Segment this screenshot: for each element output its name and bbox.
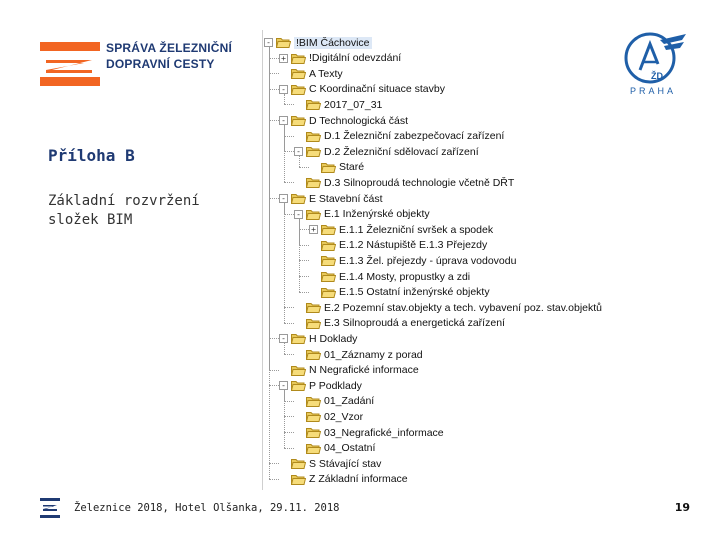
tree-connector	[284, 432, 294, 433]
tree-item-label: D Technologická část	[309, 114, 409, 127]
folder-icon	[291, 380, 306, 391]
collapse-icon[interactable]: -	[279, 381, 288, 390]
tree-connector	[269, 120, 279, 121]
tree-spacer	[279, 459, 288, 468]
tree-item[interactable]	[279, 456, 381, 471]
tree-item[interactable]	[294, 425, 444, 440]
collapse-icon[interactable]: -	[279, 116, 288, 125]
tree-spacer	[279, 475, 288, 484]
expand-icon[interactable]: +	[309, 225, 318, 234]
tree-connector	[284, 448, 294, 449]
tree-connector	[284, 307, 294, 308]
tree-item-label: 01_Zadání	[324, 395, 375, 408]
tree-item[interactable]	[279, 363, 419, 378]
tree-item[interactable]	[279, 331, 357, 346]
tree-item-label: 2017_07_31	[324, 98, 383, 111]
folder-icon	[276, 37, 291, 48]
folder-icon	[306, 411, 321, 422]
tree-connector	[284, 94, 285, 105]
folder-icon	[306, 302, 321, 313]
collapse-icon[interactable]: -	[294, 210, 303, 219]
svg-text:ŽD: ŽD	[651, 71, 663, 81]
folder-icon	[291, 115, 306, 126]
folder-icon	[291, 333, 306, 344]
folder-icon	[306, 99, 321, 110]
logo-line-2: DOPRAVNÍ CESTY	[106, 57, 215, 71]
tree-spacer	[294, 303, 303, 312]
tree-item-label: D.2 Železniční sdělovací zařízení	[324, 145, 479, 158]
tree-item-label: E.1.2 Nástupiště E.1.3 Přejezdy	[339, 239, 488, 252]
folder-icon	[291, 458, 306, 469]
tree-item[interactable]	[279, 191, 383, 206]
szdc-logo-mark-icon	[40, 40, 100, 88]
folder-icon	[321, 255, 336, 266]
tree-item[interactable]	[294, 97, 382, 112]
tree-connector	[299, 292, 309, 293]
folder-icon	[306, 318, 321, 329]
tree-item-label: E.1.4 Mosty, propustky a zdi	[339, 270, 471, 283]
folder-icon	[306, 396, 321, 407]
folder-icon	[306, 146, 321, 157]
footer-logo-icon	[40, 498, 60, 518]
tree-spacer	[294, 350, 303, 359]
tree-item[interactable]	[294, 207, 430, 222]
tree-item[interactable]	[279, 113, 408, 128]
tree-connector	[299, 229, 309, 230]
footer-text: Železnice 2018, Hotel Olšanka, 29.11. 2018	[74, 502, 340, 514]
tree-item-label: 04_Ostatní	[324, 442, 376, 455]
tree-item-label: E.3 Silnoproudá a energetická zařízení	[324, 317, 505, 330]
tree-item-label: E.1 Inženýrské objekty	[324, 208, 430, 221]
tree-item[interactable]	[309, 222, 493, 237]
folder-icon	[306, 427, 321, 438]
folder-icon	[321, 162, 336, 173]
tree-item[interactable]	[294, 144, 479, 159]
tree-connector	[284, 323, 294, 324]
tree-item-label: P Podklady	[309, 379, 362, 392]
folder-icon	[291, 68, 306, 79]
tree-connector	[299, 156, 300, 167]
folder-icon	[321, 271, 336, 282]
tree-spacer	[309, 256, 318, 265]
tree-item[interactable]	[294, 409, 363, 424]
tree-item-label: Staré	[339, 161, 365, 174]
tree-item-label: A Texty	[309, 67, 343, 80]
tree-spacer	[294, 100, 303, 109]
tree-item[interactable]	[309, 238, 487, 253]
tree-item-label: H Doklady	[309, 332, 358, 345]
tree-connector	[284, 125, 285, 182]
tree-item-label: E.2 Pozemní stav.objekty a tech. vybavení poz. stav.objektů	[324, 301, 603, 314]
collapse-icon[interactable]: -	[279, 334, 288, 343]
footer	[40, 494, 690, 522]
tree-spacer	[309, 241, 318, 250]
tree-item-label: D.1 Železniční zabezpečovací zařízení	[324, 130, 505, 143]
tree-item-label: E.1.1 Železniční svršek a spodek	[339, 223, 494, 236]
tree-item-label: Z Základní informace	[309, 473, 408, 486]
tree-item-label: E.1.3 Žel. přejezdy - úprava vodovodu	[339, 254, 517, 267]
folder-icon	[291, 365, 306, 376]
folder-icon	[306, 349, 321, 360]
tree-item[interactable]	[279, 82, 445, 97]
tree-connector	[299, 167, 309, 168]
tree-item-label: !BIM Čáchovice	[296, 36, 370, 49]
tree-connector	[299, 219, 300, 292]
tree-spacer	[279, 69, 288, 78]
folder-icon	[321, 287, 336, 298]
tree-connector	[269, 479, 279, 480]
tree-connector	[299, 276, 309, 277]
tree-item-label: !Digitální odevzdání	[309, 52, 402, 65]
folder-tree	[262, 30, 612, 490]
tree-connector	[269, 47, 270, 479]
tree-connector	[299, 245, 309, 246]
tree-item-label: D.3 Silnoproudá technologie včetně DŘT	[324, 176, 515, 189]
folder-icon	[321, 240, 336, 251]
tree-connector	[284, 343, 285, 354]
tree-connector	[269, 370, 279, 371]
tree-item-label: E Stavební část	[309, 192, 383, 205]
tree-spacer	[294, 444, 303, 453]
tree-spacer	[294, 428, 303, 437]
tree-item[interactable]	[309, 269, 470, 284]
folder-icon	[291, 53, 306, 64]
tree-item[interactable]	[309, 285, 490, 300]
tree-spacer	[309, 288, 318, 297]
tree-connector	[284, 401, 294, 402]
tree-connector	[269, 89, 279, 90]
folder-icon	[291, 84, 306, 95]
tree-item[interactable]	[309, 253, 516, 268]
tree-spacer	[279, 366, 288, 375]
tree-connector	[284, 203, 285, 323]
azd-caption: PRAHA	[629, 86, 676, 96]
tree-connector	[269, 385, 279, 386]
tree-connector	[269, 58, 279, 59]
tree-connector	[284, 416, 294, 417]
tree-item[interactable]	[294, 441, 375, 456]
tree-connector	[284, 136, 294, 137]
tree-item-label: 03_Negrafické_informace	[324, 426, 444, 439]
szdc-logo-text	[106, 40, 232, 72]
tree-item[interactable]	[279, 472, 408, 487]
tree-connector	[284, 354, 294, 355]
logo-line-1: SPRÁVA ŽELEZNIČNÍ	[106, 41, 233, 55]
tree-item[interactable]	[294, 129, 504, 144]
tree-connector	[269, 338, 279, 339]
expand-icon[interactable]: +	[279, 54, 288, 63]
tree-item-label: C Koordinační situace stavby	[309, 83, 445, 96]
tree-item[interactable]	[294, 316, 505, 331]
collapse-icon[interactable]: -	[264, 38, 273, 47]
tree-item[interactable]	[309, 160, 364, 175]
tree-item[interactable]	[279, 66, 343, 81]
tree-item[interactable]	[264, 35, 372, 50]
tree-item[interactable]	[294, 175, 514, 190]
tree-spacer	[309, 163, 318, 172]
szdc-logo	[40, 40, 250, 88]
folder-icon	[291, 474, 306, 485]
tree-item[interactable]	[279, 378, 362, 393]
tree-item-label: 02_Vzor	[324, 410, 364, 423]
tree-connector	[284, 151, 294, 152]
slide-subtitle: Základní rozvržení složek BIM	[48, 193, 200, 228]
tree-item-label: S Stávající stav	[309, 457, 382, 470]
tree-connector	[269, 463, 279, 464]
tree-connector	[299, 260, 309, 261]
folder-icon	[291, 193, 306, 204]
slide-title: Příloha B	[48, 146, 135, 165]
tree-item-label: 01_Záznamy z porad	[324, 348, 423, 361]
tree-connector	[269, 198, 279, 199]
tree-connector	[284, 390, 285, 447]
collapse-icon[interactable]: -	[279, 85, 288, 94]
tree-item[interactable]	[294, 394, 374, 409]
tree-item-label: E.1.5 Ostatní inženýrské objekty	[339, 286, 490, 299]
tree-connector	[284, 182, 294, 183]
tree-spacer	[294, 412, 303, 421]
folder-icon	[306, 209, 321, 220]
tree-item[interactable]	[294, 347, 423, 362]
folder-icon	[321, 224, 336, 235]
tree-connector	[284, 214, 294, 215]
tree-spacer	[309, 272, 318, 281]
tree-item[interactable]	[294, 300, 602, 315]
tree-item[interactable]	[279, 51, 401, 66]
collapse-icon[interactable]: -	[279, 194, 288, 203]
page-number: 19	[674, 501, 690, 514]
tree-spacer	[294, 397, 303, 406]
tree-spacer	[294, 319, 303, 328]
folder-icon	[306, 131, 321, 142]
tree-spacer	[294, 178, 303, 187]
tree-connector	[269, 73, 279, 74]
folder-icon	[306, 443, 321, 454]
collapse-icon[interactable]: -	[294, 147, 303, 156]
tree-connector	[284, 104, 294, 105]
tree-item-label: N Negrafické informace	[309, 364, 419, 377]
tree-spacer	[294, 132, 303, 141]
folder-icon	[306, 177, 321, 188]
